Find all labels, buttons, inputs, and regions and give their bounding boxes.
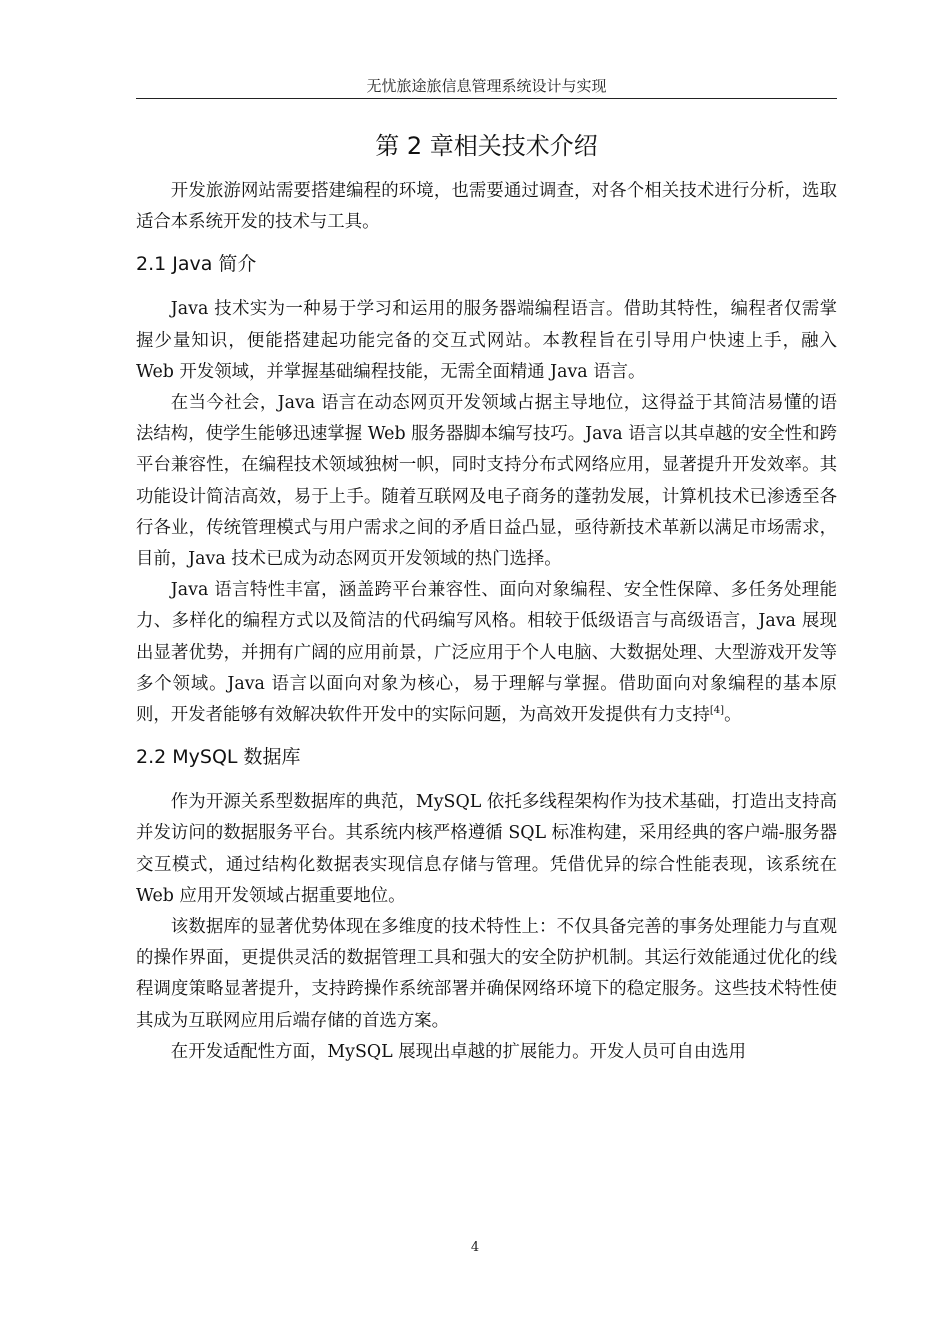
section-title-mysql: 2.2 MySQL 数据库 — [136, 746, 301, 769]
page-number: 4 — [470, 1240, 480, 1255]
header-rule — [136, 98, 837, 99]
mysql-paragraph-3: 在开发适配性方面，MySQL 展现出卓越的扩展能力。开发人员可自由选用 — [170, 1041, 747, 1062]
running-header: 无忧旅途旅信息管理系统设计与实现 — [366, 77, 607, 95]
page-content — [136, 126, 837, 1068]
java-paragraph-2: 在当今社会，Java 语言在动态网页开发领域占据主导地位，这得益于其简洁易懂的语法结构，使学生能够迅速掌握 Web 服务器脚本编写技巧。Java 语言以其卓越的安全性和跨平台兼容性，在编程技术领域独树一帜，同时支持分布式网络应用，显著提升开发效率。其功能设计简洁高效，易于上手。随着互联网及电子商务的蓬勃发展，计算机技术已渗透至各行各业，传统管理模式与用户需求之间的矛盾日益凸显，亟待新技术革新以满足市场需求，目前，Java 技术已成为动态网页开发领域的热门选择。 — [136, 393, 837, 570]
mysql-paragraph-2: 该数据库的显著优势体现在多维度的技术特性上：不仅具备完善的事务处理能力与直观的操作界面，更提供灵活的数据管理工具和强大的安全防护机制。其运行效能通过优化的线程调度策略显著提升，支持跨操作系统部署并确保网络环境下的稳定服务。这些技术特性使其成为互联网应用后端存储的首选方案。 — [136, 917, 837, 1031]
java-paragraph-1: Java 技术实为一种易于学习和运用的服务器端编程语言。借助其特性，编程者仅需掌握少量知识，便能搭建起功能完备的交互式网站。本教程旨在引导用户快速上手，融入 Web 开发领域，并掌握基础编程技能，无需全面精通 Java 语言。 — [136, 299, 837, 382]
mysql-paragraph-1: 作为开源关系型数据库的典范，MySQL 依托多线程架构作为技术基础，打造出支持高并发访问的数据服务平台。其系统内核严格遵循 SQL 标准构建，采用经典的客户端-服务器交互模式，通过结构化数据表实现信息存储与管理。凭借优异的综合性能表现，该系统在 Web 应用开发领域占据重要地位。 — [136, 792, 837, 906]
chapter-title: 第 2 章相关技术介绍 — [375, 132, 598, 160]
java-paragraph-3-text: Java 语言特性丰富，涵盖跨平台兼容性、面向对象编程、安全性保障、多任务处理能力、多样化的编程方式以及简洁的代码编写风格。相较于低级语言与高级语言，Java 展现出显著优势，并拥有广阔的应用前景，广泛应用于个人电脑、大数据处理、大型游戏开发等多个领域。Java 语言以面向对象为核心，易于理解与掌握。借助面向对象编程的基本原则，开发者能够有效解决软件开发中的实际问题，为高效开发提供有力支持 — [136, 580, 837, 726]
section-title-java: 2.1 Java 简介 — [136, 253, 257, 276]
citation-marker: [4] — [709, 705, 725, 717]
chapter-intro-paragraph: 开发旅游网站需要搭建编程的环境，也需要通过调查，对各个相关技术进行分析，选取适合本系统开发的技术与工具。 — [136, 181, 837, 233]
java-paragraph-3 — [136, 575, 837, 731]
java-paragraph-3-end: 。 — [724, 705, 742, 726]
